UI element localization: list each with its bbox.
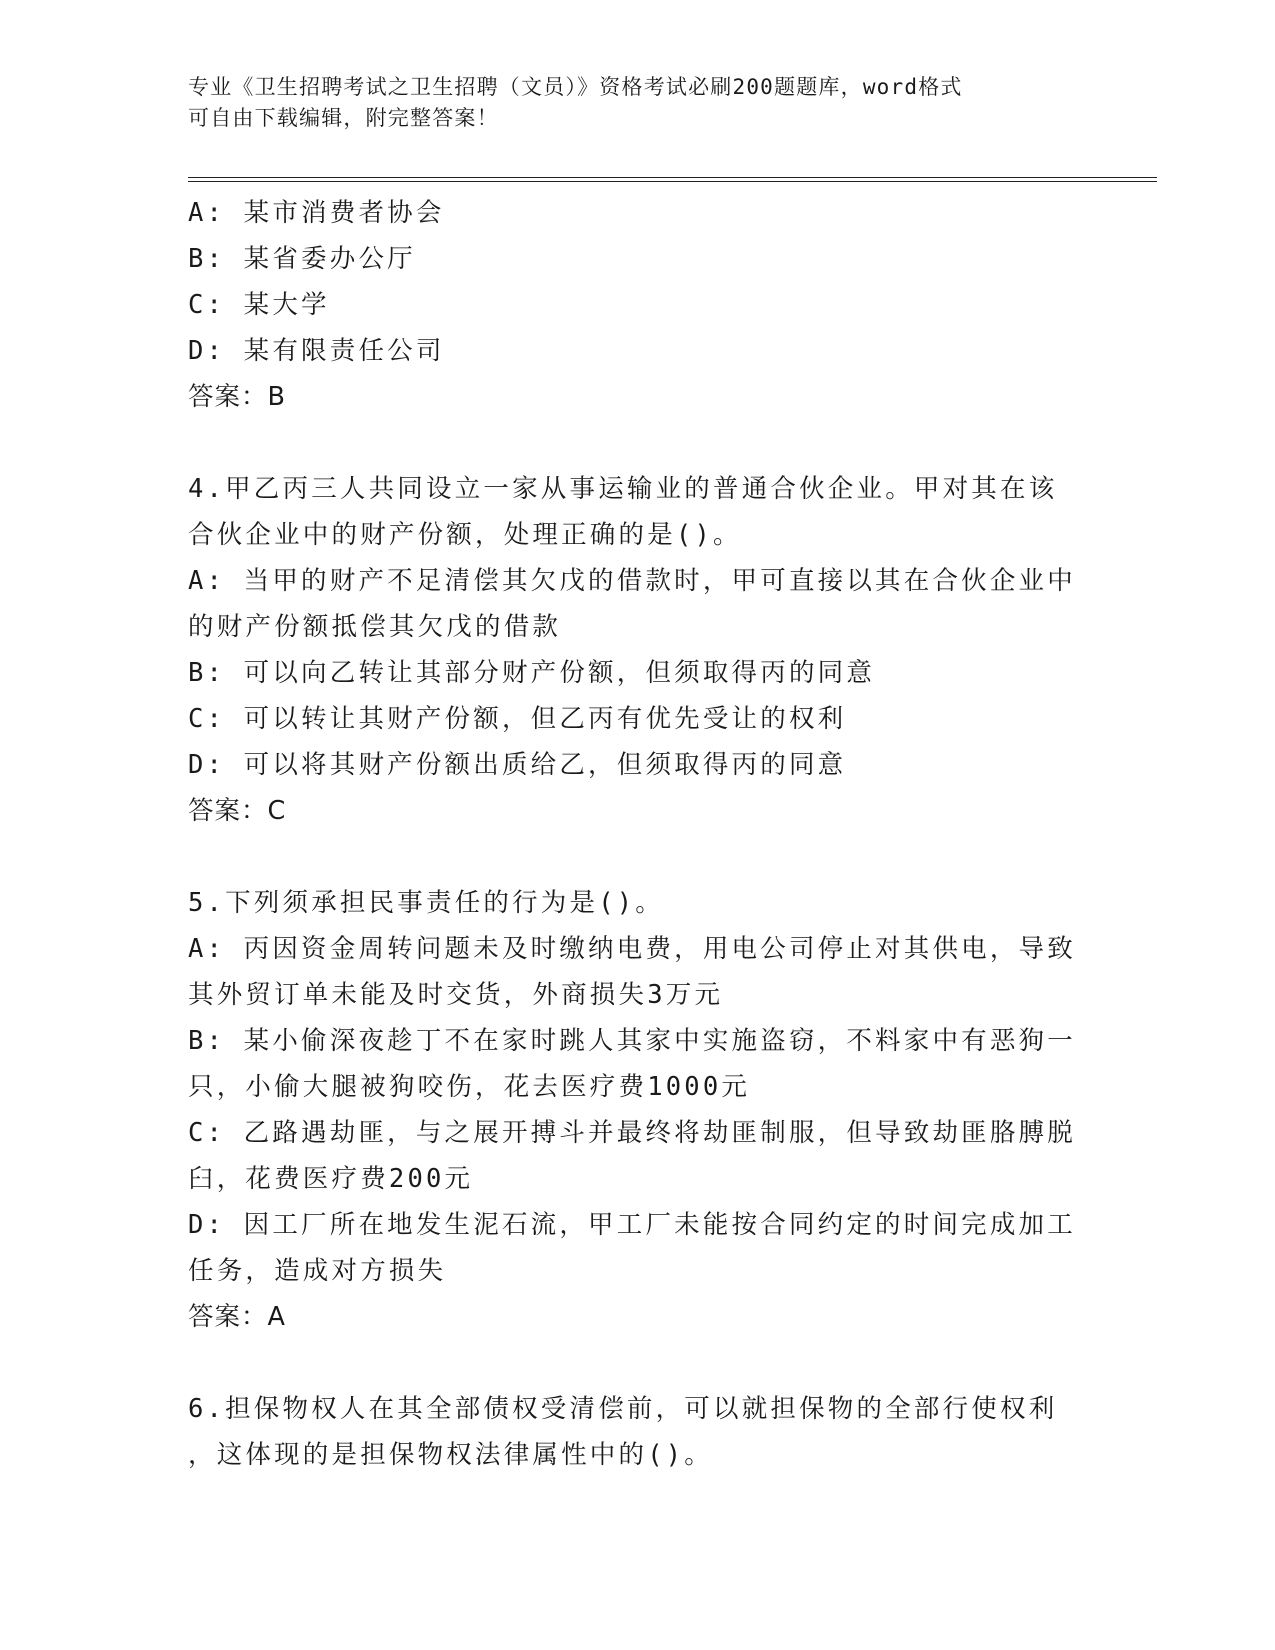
- spacer: [188, 1340, 1088, 1386]
- question-3: [188, 190, 1088, 420]
- question-5-option-d-cont: 任务，造成对方损失: [188, 1256, 447, 1286]
- question-3-option-c: C: 某大学: [188, 290, 330, 320]
- question-3-option-d: D: 某有限责任公司: [188, 336, 445, 366]
- question-4-option-a: A: 当甲的财产不足清偿其欠戊的借款时，甲可直接以其在合伙企业中: [188, 566, 1076, 596]
- question-content: [188, 190, 1088, 1478]
- question-3-option-a: A: 某市消费者协会: [188, 198, 445, 228]
- question-5-option-c: C: 乙路遇劫匪，与之展开搏斗并最终将劫匪制服，但导致劫匪胳膊脱: [188, 1118, 1076, 1148]
- question-5-option-d: D: 因工厂所在地发生泥石流，甲工厂未能按合同约定的时间完成加工: [188, 1210, 1076, 1240]
- question-6-stem-line-1: 6.担保物权人在其全部债权受清偿前，可以就担保物的全部行使权利: [188, 1394, 1058, 1424]
- question-4-option-b: B: 可以向乙转让其部分财产份额，但须取得丙的同意: [188, 658, 876, 688]
- spacer: [188, 834, 1088, 880]
- question-5: [188, 880, 1088, 1340]
- question-5-option-a: A: 丙因资金周转问题未及时缴纳电费，用电公司停止对其供电，导致: [188, 934, 1076, 964]
- question-4: [188, 466, 1088, 834]
- question-5-option-a-cont: 其外贸订单未能及时交货，外商损失3万元: [188, 980, 724, 1010]
- question-4-option-d: D: 可以将其财产份额出质给乙，但须取得丙的同意: [188, 750, 847, 780]
- question-5-option-b: B: 某小偷深夜趁丁不在家时跳人其家中实施盗窃，不料家中有恶狗一: [188, 1026, 1076, 1056]
- document-header: [188, 72, 1088, 134]
- question-3-answer: 答案：B: [188, 382, 286, 412]
- question-4-option-c: C: 可以转让其财产份额，但乙丙有优先受让的权利: [188, 704, 847, 734]
- question-4-option-a-cont: 的财产份额抵偿其欠戊的借款: [188, 612, 562, 642]
- question-4-stem-line-2: 合伙企业中的财产份额，处理正确的是()。: [188, 520, 742, 550]
- question-3-option-b: B: 某省委办公厅: [188, 244, 416, 274]
- header-divider-bottom: [188, 181, 1157, 182]
- header-title-line-1: 专业《卫生招聘考试之卫生招聘（文员）》资格考试必刷200题题库，word格式: [188, 75, 963, 99]
- question-4-stem-line-1: 4.甲乙丙三人共同设立一家从事运输业的普通合伙企业。甲对其在该: [188, 474, 1058, 504]
- question-6-stem-line-2: ，这体现的是担保物权法律属性中的()。: [188, 1440, 714, 1470]
- header-title-line-2: 可自由下载编辑，附完整答案！: [188, 106, 499, 130]
- question-5-option-c-cont: 臼，花费医疗费200元: [188, 1164, 474, 1194]
- question-5-stem-line-1: 5.下列须承担民事责任的行为是()。: [188, 888, 665, 918]
- question-6: [188, 1386, 1088, 1478]
- question-5-option-b-cont: 只，小偷大腿被狗咬伤，花去医疗费1000元: [188, 1072, 751, 1102]
- question-4-answer: 答案：C: [188, 796, 287, 826]
- question-5-answer: 答案：A: [188, 1302, 286, 1332]
- header-divider-top: [188, 177, 1157, 178]
- spacer: [188, 420, 1088, 466]
